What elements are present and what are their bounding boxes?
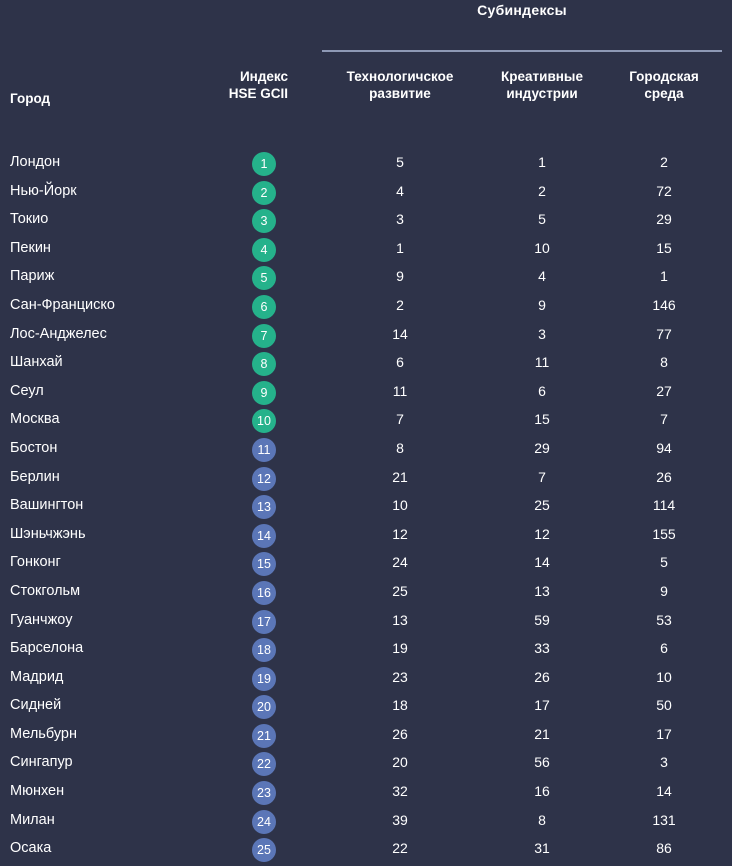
creative-value: 6 — [538, 382, 546, 399]
rank-badge: 5 — [252, 266, 276, 290]
rank-badge-cell — [232, 181, 296, 205]
urban-value: 131 — [652, 811, 676, 828]
city-name: Сан-Франциско — [10, 296, 115, 313]
tech-value: 9 — [396, 268, 404, 285]
rank-badge-cell — [232, 610, 296, 634]
rank-badge: 16 — [252, 581, 276, 605]
table-row — [0, 550, 732, 579]
urban-value: 10 — [656, 668, 672, 685]
table-row — [0, 522, 732, 551]
city-name: Шэньчжэнь — [10, 525, 86, 542]
urban-value: 77 — [656, 325, 672, 342]
creative-value: 21 — [534, 725, 550, 742]
creative-value: 17 — [534, 697, 550, 714]
urban-value: 27 — [656, 382, 672, 399]
creative-value: 3 — [538, 325, 546, 342]
creative-value: 4 — [538, 268, 546, 285]
rank-badge-cell — [232, 581, 296, 605]
column-header-creative-line2: индустрии — [506, 86, 578, 101]
city-name: Мадрид — [10, 668, 64, 685]
tech-value: 5 — [396, 154, 404, 170]
rank-badge-cell — [232, 667, 296, 691]
rank-badge-cell — [232, 781, 296, 805]
city-name: Париж — [10, 268, 55, 285]
city-name: Гонконг — [10, 554, 61, 571]
column-header-tech-line2: развитие — [369, 86, 431, 101]
column-header-urban-line2: среда — [644, 86, 684, 101]
creative-value: 16 — [534, 783, 550, 800]
tech-value: 2 — [396, 296, 404, 313]
city-name: Мюнхен — [10, 783, 65, 800]
rank-badge-cell — [232, 381, 296, 405]
urban-value: 17 — [656, 725, 672, 742]
column-header-index-line1: Индекс — [239, 69, 288, 84]
tech-value: 13 — [392, 611, 408, 628]
tech-value: 7 — [396, 411, 404, 428]
creative-value: 31 — [534, 840, 550, 857]
table-row — [0, 350, 732, 379]
tech-value: 19 — [392, 640, 408, 657]
rank-badge: 20 — [252, 695, 276, 719]
city-name: Барселона — [10, 640, 84, 657]
rank-badge: 8 — [252, 352, 276, 376]
table-row — [0, 379, 732, 408]
urban-value: 2 — [660, 154, 668, 170]
table-row — [0, 836, 732, 865]
table-row — [0, 750, 732, 779]
rank-badge-cell — [232, 438, 296, 462]
tech-value: 32 — [392, 783, 408, 800]
tech-value: 14 — [392, 325, 408, 342]
city-name: Сингапур — [10, 754, 73, 771]
tech-value: 1 — [396, 239, 404, 256]
urban-value: 86 — [656, 840, 672, 857]
tech-value: 26 — [392, 725, 408, 742]
table-row — [0, 264, 732, 293]
tech-value: 6 — [396, 354, 404, 371]
tech-value: 22 — [392, 840, 408, 857]
column-header-tech — [322, 68, 478, 102]
rank-badge-cell — [232, 238, 296, 262]
rank-badge: 19 — [252, 667, 276, 691]
creative-value: 25 — [534, 497, 550, 514]
rank-badge: 12 — [252, 467, 276, 491]
rank-badge: 2 — [252, 181, 276, 205]
rank-badge-cell — [232, 209, 296, 233]
creative-value: 10 — [534, 239, 550, 256]
table-row — [0, 693, 732, 722]
rank-badge-cell — [232, 524, 296, 548]
urban-value: 50 — [656, 697, 672, 714]
tech-value: 4 — [396, 182, 404, 199]
rank-badge: 14 — [252, 524, 276, 548]
city-name: Вашингтон — [10, 497, 84, 514]
city-name: Берлин — [10, 468, 60, 485]
urban-value: 146 — [652, 296, 676, 313]
table-row — [0, 579, 732, 608]
rank-badge-cell — [232, 638, 296, 662]
rank-badge: 21 — [252, 724, 276, 748]
rank-badge: 24 — [252, 810, 276, 834]
urban-value: 5 — [660, 554, 668, 571]
city-name: Стокгольм — [10, 582, 81, 599]
rank-badge: 7 — [252, 324, 276, 348]
table-row — [0, 722, 732, 751]
creative-value: 8 — [538, 811, 546, 828]
city-name: Шанхай — [10, 354, 63, 371]
creative-value: 5 — [538, 211, 546, 228]
creative-value: 15 — [534, 411, 550, 428]
subindexes-underline — [322, 50, 722, 52]
tech-value: 12 — [392, 525, 408, 542]
urban-value: 15 — [656, 239, 672, 256]
creative-value: 33 — [534, 640, 550, 657]
city-name: Гуанчжоу — [10, 611, 73, 628]
table-row — [0, 150, 732, 179]
table-row — [0, 665, 732, 694]
table-row — [0, 779, 732, 808]
column-header-index-line2: HSE GCII — [228, 86, 288, 101]
table-row — [0, 207, 732, 236]
rank-badge: 1 — [252, 152, 276, 176]
table-row — [0, 636, 732, 665]
urban-value: 53 — [656, 611, 672, 628]
city-name: Нью-Йорк — [10, 182, 77, 199]
rank-badge: 11 — [252, 438, 276, 462]
rank-badge-cell — [232, 724, 296, 748]
rank-badge-cell — [232, 495, 296, 519]
city-name: Сеул — [10, 382, 44, 399]
rank-badge-cell — [232, 552, 296, 576]
column-header-tech-line1: Технологичское — [346, 69, 454, 84]
city-name: Милан — [10, 811, 55, 828]
creative-value: 26 — [534, 668, 550, 685]
tech-value: 39 — [392, 811, 408, 828]
tech-value: 18 — [392, 697, 408, 714]
tech-value: 21 — [392, 468, 408, 485]
table-row — [0, 465, 732, 494]
rank-badge-cell — [232, 838, 296, 862]
rank-badge-cell — [232, 467, 296, 491]
table-row — [0, 608, 732, 637]
urban-value: 29 — [656, 211, 672, 228]
creative-value: 14 — [534, 554, 550, 571]
rank-badge-cell — [232, 409, 296, 433]
table-row — [0, 808, 732, 837]
column-header-city: Город — [10, 91, 51, 106]
rank-badge: 3 — [252, 209, 276, 233]
table-row — [0, 493, 732, 522]
rank-badge: 9 — [252, 381, 276, 405]
table-row — [0, 293, 732, 322]
column-header-creative — [480, 68, 604, 102]
urban-value: 114 — [652, 497, 676, 514]
urban-value: 94 — [656, 439, 672, 456]
column-header-creative-line1: Креативные — [501, 69, 583, 84]
creative-value: 29 — [534, 439, 550, 456]
rank-badge: 6 — [252, 295, 276, 319]
table-body — [0, 150, 732, 865]
creative-value: 2 — [538, 182, 546, 199]
tech-value: 11 — [392, 382, 408, 399]
rank-badge-cell — [232, 695, 296, 719]
city-name: Мельбурн — [10, 725, 77, 742]
tech-value: 24 — [392, 554, 408, 571]
urban-value: 8 — [660, 354, 668, 371]
creative-value: 56 — [534, 754, 550, 771]
rank-badge: 22 — [252, 752, 276, 776]
subindexes-group-title: Субиндексы — [477, 2, 567, 18]
table-header — [0, 62, 732, 112]
urban-value: 6 — [660, 640, 668, 657]
creative-value: 9 — [538, 296, 546, 313]
creative-value: 7 — [538, 468, 546, 485]
urban-value: 1 — [660, 268, 668, 285]
urban-value: 9 — [660, 582, 668, 599]
tech-value: 8 — [396, 439, 404, 456]
rank-badge: 10 — [252, 409, 276, 433]
tech-value: 10 — [392, 497, 408, 514]
tech-value: 23 — [392, 668, 408, 685]
rank-badge: 23 — [252, 781, 276, 805]
city-name: Лос-Анджелес — [10, 325, 107, 342]
rank-badge-cell — [232, 752, 296, 776]
tech-value: 20 — [392, 754, 408, 771]
rank-badge: 18 — [252, 638, 276, 662]
urban-value: 26 — [656, 468, 672, 485]
creative-value: 1 — [538, 154, 546, 170]
column-header-urban-line1: Городская — [629, 69, 699, 84]
city-name: Токио — [10, 211, 49, 228]
rank-badge: 25 — [252, 838, 276, 862]
creative-value: 13 — [534, 582, 550, 599]
rank-badge: 17 — [252, 610, 276, 634]
table-row — [0, 322, 732, 351]
table-row — [0, 236, 732, 265]
city-name: Москва — [10, 411, 60, 428]
urban-value: 72 — [656, 182, 672, 199]
tech-value: 3 — [396, 211, 404, 228]
rank-badge-cell — [232, 324, 296, 348]
rank-badge-cell — [232, 266, 296, 290]
rank-badge-cell — [232, 295, 296, 319]
urban-value: 155 — [652, 525, 676, 542]
rank-badge: 4 — [252, 238, 276, 262]
tech-value: 25 — [392, 582, 408, 599]
creative-value: 11 — [534, 354, 550, 371]
urban-value: 7 — [660, 411, 668, 428]
rank-badge-cell — [232, 352, 296, 376]
city-name: Пекин — [10, 239, 51, 256]
city-name: Осака — [10, 840, 52, 857]
rank-badge-cell — [232, 152, 296, 176]
column-header-index — [200, 68, 288, 102]
urban-value: 14 — [656, 783, 672, 800]
column-header-urban — [606, 68, 722, 102]
table-row — [0, 436, 732, 465]
creative-value: 59 — [534, 611, 550, 628]
table-row — [0, 407, 732, 436]
rank-badge-cell — [232, 810, 296, 834]
urban-value: 3 — [660, 754, 668, 771]
city-name: Сидней — [10, 697, 62, 714]
city-name: Лондон — [10, 154, 61, 170]
rank-badge: 15 — [252, 552, 276, 576]
creative-value: 12 — [534, 525, 550, 542]
rank-badge: 13 — [252, 495, 276, 519]
city-name: Бостон — [10, 439, 58, 456]
table-row — [0, 179, 732, 208]
